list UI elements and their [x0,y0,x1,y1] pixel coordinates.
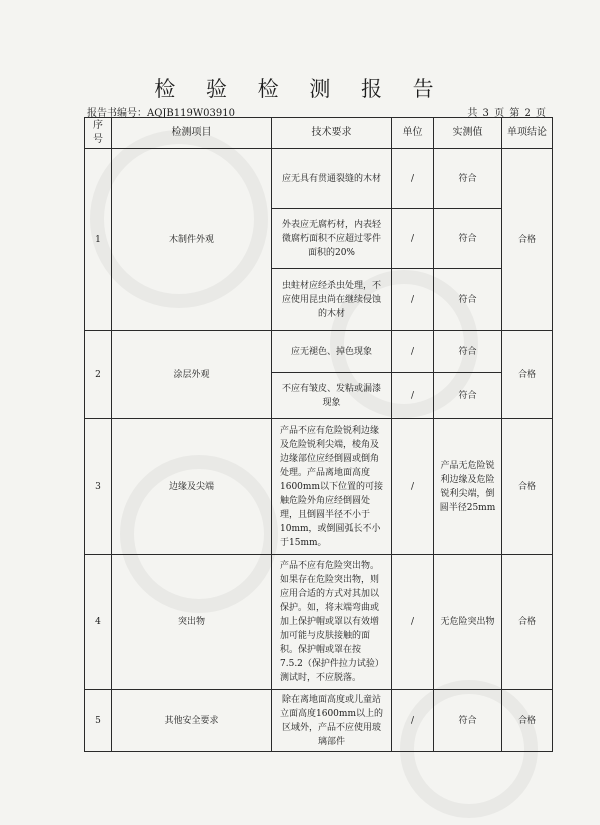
row-number: 2 [85,331,112,419]
table-row [85,419,553,555]
requirement: 应无褪色、掉色现象 [272,331,392,373]
conclusion: 合格 [502,331,553,419]
test-item: 其他安全要求 [112,690,272,752]
row-number: 5 [85,690,112,752]
unit: / [392,555,434,690]
unit: / [392,331,434,373]
measured-value: 符合 [434,373,502,419]
report-number-label: 报告书编号： [87,108,147,119]
unit: / [392,690,434,752]
requirement: 虫蛀材应经杀虫处理，不应使用昆虫尚在继续侵蚀的木材 [272,269,392,331]
conclusion: 合格 [502,419,553,555]
row-number: 1 [85,149,112,331]
unit: / [392,373,434,419]
report-title: 检 验 检 测 报 告 [154,77,446,101]
test-item: 涂层外观 [112,331,272,419]
measured-value: 符合 [434,209,502,269]
measured-value: 无危险突出物 [434,555,502,690]
table-header-row [85,118,553,149]
page-info: 共 3 页 第 2 页 [467,108,547,119]
conclusion: 合格 [502,149,553,331]
requirement: 产品不应有危险突出物。如果存在危险突出物，则应用合适的方式对其加以保护。如，将末端弯曲或加上保护帽或罩以有效增加可能与皮肤接触的面积。保护帽或罩在按7.5.2（保护件拉力试验）测试时，不应脱落。 [272,555,392,690]
row-number: 4 [85,555,112,690]
test-item: 突出物 [112,555,272,690]
header-requirement: 技术要求 [272,118,392,149]
unit: / [392,269,434,331]
conclusion: 合格 [502,690,553,752]
header-no: 序号 [85,118,112,149]
requirement: 不应有皱皮、发粘或漏漆现象 [272,373,392,419]
table-row [85,149,553,209]
conclusion: 合格 [502,555,553,690]
inspection-table [84,117,553,752]
table-row [85,690,553,752]
unit: / [392,419,434,555]
measured-value: 产品无危险锐利边缘及危险锐利尖端，倒圆半径25mm [434,419,502,555]
measured-value: 符合 [434,269,502,331]
requirement: 除在离地面高度或儿童站立面高度1600mm以上的区域外，产品不应使用玻璃部件 [272,690,392,752]
measured-value: 符合 [434,331,502,373]
test-item: 边缘及尖端 [112,419,272,555]
row-number: 3 [85,419,112,555]
header-measured: 实测值 [434,118,502,149]
report-number-value: AQJB119W03910 [147,108,235,119]
unit: / [392,149,434,209]
requirement: 应无具有贯通裂缝的木材 [272,149,392,209]
requirement: 产品不应有危险锐利边缘及危险锐利尖端，棱角及边缘部位应经倒圆或倒角处理。产品离地面高度1600mm以下位置的可接触危险外角应经倒圆处理，且倒圆半径不小于10mm，或倒圆弧长不小于15mm。 [272,419,392,555]
measured-value: 符合 [434,149,502,209]
table-row [85,331,553,373]
table-row [85,555,553,690]
test-item: 木制件外观 [112,149,272,331]
header-conclusion: 单项结论 [502,118,553,149]
measured-value: 符合 [434,690,502,752]
header-unit: 单位 [392,118,434,149]
requirement: 外表应无腐朽材，内表轻微腐朽面积不应超过零件面积的20% [272,209,392,269]
header-item: 检测项目 [112,118,272,149]
unit: / [392,209,434,269]
